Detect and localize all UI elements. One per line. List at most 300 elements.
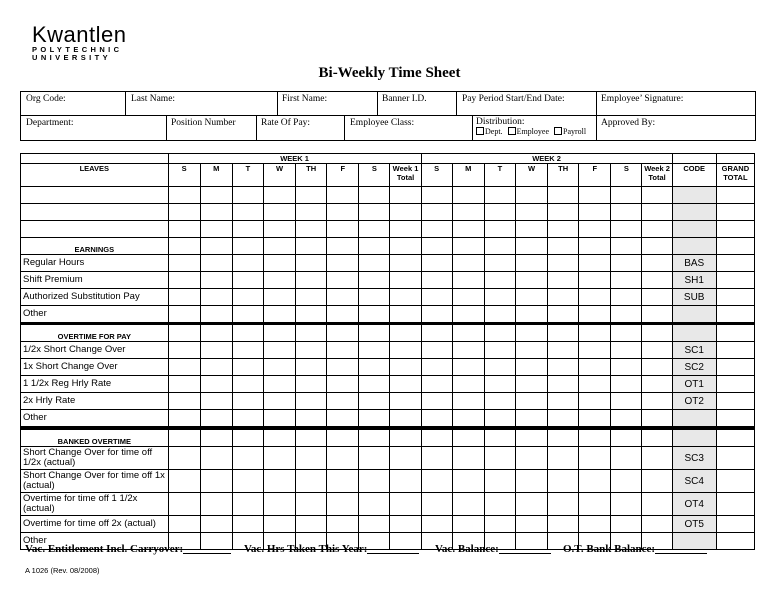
hour-cell[interactable] <box>296 289 327 306</box>
hour-cell[interactable] <box>484 447 515 470</box>
hour-cell[interactable] <box>548 255 579 272</box>
hour-cell[interactable] <box>611 516 642 533</box>
grand-total-cell[interactable] <box>716 376 754 393</box>
hour-cell[interactable] <box>642 376 672 393</box>
hour-cell[interactable] <box>296 306 327 324</box>
hour-cell[interactable] <box>359 342 390 359</box>
page-title: Bi-Weekly Time Sheet <box>318 65 461 81</box>
hour-cell[interactable] <box>548 289 579 306</box>
hour-cell[interactable] <box>390 393 421 410</box>
hour-cell[interactable] <box>484 306 515 324</box>
hour-cell[interactable] <box>548 410 579 429</box>
hour-cell[interactable] <box>232 342 263 359</box>
hour-cell[interactable] <box>611 393 642 410</box>
org-code-field[interactable]: Org Code: <box>26 94 66 104</box>
hour-cell[interactable] <box>452 342 484 359</box>
hour-cell[interactable] <box>200 493 232 516</box>
hour-cell[interactable] <box>484 187 515 204</box>
hour-cell[interactable] <box>200 221 232 238</box>
hour-cell[interactable] <box>327 393 359 410</box>
hour-cell[interactable] <box>359 376 390 393</box>
hour-cell[interactable] <box>390 410 421 429</box>
hour-cell[interactable] <box>359 359 390 376</box>
hour-cell[interactable] <box>452 359 484 376</box>
day-header-w2: S <box>421 164 452 187</box>
hour-cell[interactable] <box>296 187 327 204</box>
hour-cell[interactable] <box>327 306 359 324</box>
hour-cell[interactable] <box>390 204 421 221</box>
hour-cell[interactable] <box>232 255 263 272</box>
hour-cell[interactable] <box>263 470 295 493</box>
employee-signature-field[interactable]: Employee’ Signature: <box>601 94 684 104</box>
ot-balance-field[interactable] <box>563 543 707 555</box>
hour-cell[interactable] <box>642 410 672 429</box>
hour-cell[interactable] <box>611 359 642 376</box>
hour-cell[interactable] <box>484 470 515 493</box>
hour-cell[interactable] <box>452 221 484 238</box>
hour-cell[interactable] <box>579 255 611 272</box>
hour-cell[interactable] <box>296 516 327 533</box>
hour-cell[interactable] <box>390 255 421 272</box>
hour-cell[interactable] <box>327 272 359 289</box>
hour-cell[interactable] <box>359 289 390 306</box>
hour-cell[interactable] <box>611 187 642 204</box>
employee-class-field[interactable]: Employee Class: <box>350 118 415 128</box>
hour-cell[interactable] <box>484 289 515 306</box>
hour-cell[interactable] <box>642 342 672 359</box>
hour-cell[interactable] <box>611 289 642 306</box>
hour-cell[interactable] <box>515 187 547 204</box>
hour-cell[interactable] <box>515 342 547 359</box>
hour-cell[interactable] <box>327 221 359 238</box>
hour-cell[interactable] <box>168 516 200 533</box>
grand-total-cell[interactable] <box>716 533 754 550</box>
hour-cell[interactable] <box>168 410 200 429</box>
banked-label: Overtime for time off 1 1/2x (actual) <box>21 493 169 516</box>
hour-cell[interactable] <box>515 359 547 376</box>
hour-cell[interactable] <box>359 187 390 204</box>
hour-cell[interactable] <box>484 376 515 393</box>
hour-cell[interactable] <box>200 289 232 306</box>
hour-cell[interactable] <box>579 187 611 204</box>
hour-cell[interactable] <box>642 289 672 306</box>
hour-cell[interactable] <box>200 306 232 324</box>
hour-cell[interactable] <box>200 342 232 359</box>
hour-cell[interactable] <box>611 204 642 221</box>
hour-cell[interactable] <box>390 306 421 324</box>
grand-total-cell[interactable] <box>716 255 754 272</box>
last-name-field[interactable]: Last Name: <box>131 94 176 104</box>
hour-cell[interactable] <box>327 516 359 533</box>
hour-cell[interactable] <box>452 187 484 204</box>
grand-total-cell[interactable] <box>716 447 754 470</box>
first-name-field[interactable]: First Name: <box>282 94 328 104</box>
hour-cell[interactable] <box>232 393 263 410</box>
hour-cell[interactable] <box>232 516 263 533</box>
hour-cell[interactable] <box>168 393 200 410</box>
hour-cell[interactable] <box>515 393 547 410</box>
hour-cell[interactable] <box>390 221 421 238</box>
hour-cell[interactable] <box>390 342 421 359</box>
grand-total-cell[interactable] <box>716 306 754 324</box>
hour-cell[interactable] <box>548 516 579 533</box>
hour-cell[interactable] <box>200 255 232 272</box>
hour-cell[interactable] <box>232 447 263 470</box>
hour-cell[interactable] <box>484 342 515 359</box>
grand-total-cell[interactable] <box>716 470 754 493</box>
hour-cell[interactable] <box>548 204 579 221</box>
hour-cell[interactable] <box>327 187 359 204</box>
hour-cell[interactable] <box>327 493 359 516</box>
hour-cell[interactable] <box>200 393 232 410</box>
hour-cell[interactable] <box>168 272 200 289</box>
hour-cell[interactable] <box>515 516 547 533</box>
hour-cell[interactable] <box>421 493 452 516</box>
hour-cell[interactable] <box>515 376 547 393</box>
hour-cell[interactable] <box>579 306 611 324</box>
hour-cell[interactable] <box>611 221 642 238</box>
hour-cell[interactable] <box>484 516 515 533</box>
hour-cell[interactable] <box>579 516 611 533</box>
hour-cell[interactable] <box>263 187 295 204</box>
hour-cell[interactable] <box>642 272 672 289</box>
hour-cell[interactable] <box>200 376 232 393</box>
grand-total-cell[interactable] <box>716 204 754 221</box>
hour-cell[interactable] <box>327 359 359 376</box>
hour-cell[interactable] <box>263 359 295 376</box>
hour-cell[interactable] <box>232 493 263 516</box>
hour-cell[interactable] <box>327 255 359 272</box>
employee-checkbox[interactable] <box>508 127 516 135</box>
grand-total-cell[interactable] <box>716 221 754 238</box>
hour-cell[interactable] <box>611 306 642 324</box>
hour-cell[interactable] <box>515 470 547 493</box>
hour-cell[interactable] <box>611 493 642 516</box>
hour-cell[interactable] <box>642 470 672 493</box>
hour-cell <box>232 324 263 342</box>
banner-id-field[interactable]: Banner I.D. <box>382 94 427 104</box>
hour-cell[interactable] <box>579 376 611 393</box>
hour-cell[interactable] <box>296 255 327 272</box>
hour-cell[interactable] <box>642 447 672 470</box>
hour-cell[interactable] <box>421 204 452 221</box>
hour-cell[interactable] <box>200 447 232 470</box>
hour-cell[interactable] <box>642 493 672 516</box>
hour-cell[interactable] <box>327 376 359 393</box>
hour-cell[interactable] <box>263 272 295 289</box>
hour-cell[interactable] <box>421 272 452 289</box>
hour-cell[interactable] <box>642 393 672 410</box>
hour-cell[interactable] <box>296 470 327 493</box>
grand-total-cell[interactable] <box>716 359 754 376</box>
hour-cell[interactable] <box>642 359 672 376</box>
hour-cell[interactable] <box>168 204 200 221</box>
hour-cell[interactable] <box>296 359 327 376</box>
hour-cell[interactable] <box>390 447 421 470</box>
hour-cell[interactable] <box>232 376 263 393</box>
hour-cell[interactable] <box>296 447 327 470</box>
hour-cell[interactable] <box>390 493 421 516</box>
hour-cell[interactable] <box>611 255 642 272</box>
hour-cell[interactable] <box>515 289 547 306</box>
grand-total-cell[interactable] <box>716 342 754 359</box>
hour-cell[interactable] <box>200 410 232 429</box>
grand-total-cell[interactable] <box>716 493 754 516</box>
hour-cell[interactable] <box>452 447 484 470</box>
hour-cell[interactable] <box>200 204 232 221</box>
hour-cell[interactable] <box>327 289 359 306</box>
hour-cell[interactable] <box>579 410 611 429</box>
grand-total-cell <box>716 324 754 342</box>
hour-cell[interactable] <box>390 289 421 306</box>
hour-cell[interactable] <box>548 376 579 393</box>
hour-cell[interactable] <box>548 342 579 359</box>
hour-cell[interactable] <box>232 410 263 429</box>
hour-cell[interactable] <box>327 342 359 359</box>
hour-cell[interactable] <box>390 470 421 493</box>
hour-cell[interactable] <box>548 447 579 470</box>
hour-cell[interactable] <box>548 221 579 238</box>
hour-cell[interactable] <box>296 393 327 410</box>
hour-cell[interactable] <box>359 447 390 470</box>
hour-cell[interactable] <box>548 187 579 204</box>
hour-cell[interactable] <box>390 187 421 204</box>
hour-cell[interactable] <box>232 470 263 493</box>
hour-cell[interactable] <box>359 221 390 238</box>
hour-cell[interactable] <box>263 493 295 516</box>
hour-cell[interactable] <box>200 359 232 376</box>
week1-header: WEEK 1 <box>168 154 421 164</box>
hour-cell[interactable] <box>452 272 484 289</box>
hour-cell[interactable] <box>296 221 327 238</box>
hour-cell[interactable] <box>548 359 579 376</box>
hour-cell[interactable] <box>421 410 452 429</box>
hour-cell[interactable] <box>548 306 579 324</box>
hour-cell[interactable] <box>452 376 484 393</box>
hour-cell[interactable] <box>642 187 672 204</box>
hour-cell[interactable] <box>421 376 452 393</box>
hour-cell[interactable] <box>452 255 484 272</box>
hour-cell[interactable] <box>168 470 200 493</box>
hour-cell[interactable] <box>579 470 611 493</box>
hour-cell[interactable] <box>515 447 547 470</box>
hour-cell[interactable] <box>484 359 515 376</box>
hour-cell[interactable] <box>232 204 263 221</box>
hour-cell[interactable] <box>579 289 611 306</box>
hour-cell[interactable] <box>421 306 452 324</box>
hour-cell[interactable] <box>232 359 263 376</box>
day-header-w1: F <box>327 164 359 187</box>
hour-cell[interactable] <box>263 447 295 470</box>
hour-cell[interactable] <box>168 342 200 359</box>
grand-total-cell[interactable] <box>716 272 754 289</box>
hour-cell[interactable] <box>296 204 327 221</box>
grand-total-cell[interactable] <box>716 187 754 204</box>
hour-cell[interactable] <box>452 204 484 221</box>
hour-cell[interactable] <box>452 289 484 306</box>
position-number-field[interactable]: Position Number <box>171 118 236 128</box>
hour-cell[interactable] <box>421 187 452 204</box>
hour-cell[interactable] <box>515 272 547 289</box>
hour-cell[interactable] <box>327 204 359 221</box>
hour-cell[interactable] <box>263 342 295 359</box>
hour-cell[interactable] <box>327 410 359 429</box>
hour-cell[interactable] <box>359 272 390 289</box>
hour-cell[interactable] <box>359 516 390 533</box>
hour-cell[interactable] <box>611 342 642 359</box>
hour-cell[interactable] <box>359 493 390 516</box>
hour-cell[interactable] <box>484 255 515 272</box>
hour-cell[interactable] <box>232 289 263 306</box>
hour-cell[interactable] <box>642 204 672 221</box>
hour-cell[interactable] <box>642 306 672 324</box>
hour-cell[interactable] <box>263 204 295 221</box>
hour-cell[interactable] <box>421 393 452 410</box>
hour-cell[interactable] <box>611 447 642 470</box>
hour-cell[interactable] <box>515 221 547 238</box>
hour-cell[interactable] <box>168 376 200 393</box>
hour-cell[interactable] <box>548 470 579 493</box>
hour-cell[interactable] <box>168 493 200 516</box>
hour-cell[interactable] <box>579 447 611 470</box>
hour-cell[interactable] <box>515 255 547 272</box>
hour-cell[interactable] <box>421 447 452 470</box>
hour-cell[interactable] <box>232 221 263 238</box>
hour-cell[interactable] <box>263 376 295 393</box>
hour-cell[interactable] <box>421 221 452 238</box>
leaves-header: LEAVES <box>21 164 169 187</box>
hour-cell[interactable] <box>359 255 390 272</box>
grand-total-cell[interactable] <box>716 289 754 306</box>
hour-cell[interactable] <box>232 187 263 204</box>
hour-cell[interactable] <box>484 272 515 289</box>
hour-cell[interactable] <box>579 393 611 410</box>
hour-cell[interactable] <box>263 410 295 429</box>
hour-cell[interactable] <box>452 410 484 429</box>
hour-cell[interactable] <box>484 410 515 429</box>
hour-cell[interactable] <box>515 410 547 429</box>
hour-cell[interactable] <box>642 255 672 272</box>
hour-cell[interactable] <box>263 306 295 324</box>
hour-cell[interactable] <box>327 470 359 493</box>
hour-cell[interactable] <box>390 516 421 533</box>
hour-cell[interactable] <box>296 272 327 289</box>
hour-cell[interactable] <box>200 272 232 289</box>
hour-cell[interactable] <box>611 272 642 289</box>
hour-cell[interactable] <box>421 470 452 493</box>
hour-cell[interactable] <box>359 410 390 429</box>
hour-cell[interactable] <box>296 376 327 393</box>
hour-cell[interactable] <box>452 470 484 493</box>
hour-cell[interactable] <box>421 289 452 306</box>
hour-cell[interactable] <box>390 272 421 289</box>
hour-cell[interactable] <box>421 255 452 272</box>
hour-cell[interactable] <box>168 255 200 272</box>
approved-by-field[interactable]: Approved By: <box>601 118 656 128</box>
hour-cell[interactable] <box>579 221 611 238</box>
hour-cell[interactable] <box>452 393 484 410</box>
hour-cell[interactable] <box>611 410 642 429</box>
rate-of-pay-field[interactable]: Rate Of Pay: <box>261 118 311 128</box>
hour-cell[interactable] <box>579 359 611 376</box>
hour-cell[interactable] <box>168 447 200 470</box>
leave-row <box>21 204 755 221</box>
department-field[interactable]: Department: <box>26 118 74 128</box>
hour-cell[interactable] <box>642 516 672 533</box>
hour-cell[interactable] <box>515 204 547 221</box>
dept-checkbox[interactable] <box>476 127 484 135</box>
hour-cell[interactable] <box>296 410 327 429</box>
hour-cell[interactable] <box>484 393 515 410</box>
hour-cell[interactable] <box>263 221 295 238</box>
grand-total-cell[interactable] <box>716 393 754 410</box>
hour-cell[interactable] <box>263 255 295 272</box>
hour-cell[interactable] <box>579 493 611 516</box>
hour-cell[interactable] <box>232 306 263 324</box>
hour-cell[interactable] <box>359 393 390 410</box>
hour-cell[interactable] <box>200 187 232 204</box>
hour-cell[interactable] <box>200 516 232 533</box>
hour-cell[interactable] <box>200 470 232 493</box>
hour-cell[interactable] <box>484 493 515 516</box>
hour-cell[interactable] <box>579 204 611 221</box>
pay-period-field[interactable]: Pay Period Start/End Date: <box>462 94 565 104</box>
hour-cell[interactable] <box>452 516 484 533</box>
hour-cell[interactable] <box>611 470 642 493</box>
hour-cell[interactable] <box>168 306 200 324</box>
payroll-checkbox[interactable] <box>554 127 562 135</box>
hour-cell[interactable] <box>359 204 390 221</box>
hour-cell[interactable] <box>484 221 515 238</box>
hour-cell[interactable] <box>359 470 390 493</box>
hour-cell[interactable] <box>263 516 295 533</box>
hour-cell[interactable] <box>484 204 515 221</box>
hour-cell[interactable] <box>515 306 547 324</box>
hour-cell[interactable] <box>611 376 642 393</box>
vac-taken-field[interactable] <box>244 543 419 555</box>
vac-balance-field[interactable] <box>435 543 551 555</box>
hour-cell[interactable] <box>579 342 611 359</box>
hour-cell[interactable] <box>548 393 579 410</box>
hour-cell[interactable] <box>168 221 200 238</box>
hour-cell[interactable] <box>232 272 263 289</box>
hour-cell[interactable] <box>579 272 611 289</box>
grand-total-cell[interactable] <box>716 410 754 429</box>
hour-cell[interactable] <box>327 447 359 470</box>
hour-cell[interactable] <box>642 221 672 238</box>
hour-cell[interactable] <box>452 493 484 516</box>
hour-cell[interactable] <box>421 359 452 376</box>
hour-cell[interactable] <box>421 516 452 533</box>
hour-cell[interactable] <box>452 306 484 324</box>
hour-cell[interactable] <box>390 376 421 393</box>
hour-cell[interactable] <box>168 359 200 376</box>
vac-entitlement-field[interactable] <box>25 543 231 555</box>
hour-cell[interactable] <box>421 342 452 359</box>
hour-cell[interactable] <box>359 306 390 324</box>
grand-total-cell[interactable] <box>716 516 754 533</box>
hour-cell[interactable] <box>263 289 295 306</box>
hour-cell[interactable] <box>168 187 200 204</box>
hour-cell[interactable] <box>296 342 327 359</box>
hour-cell[interactable] <box>390 359 421 376</box>
hour-cell[interactable] <box>548 493 579 516</box>
hour-cell[interactable] <box>168 289 200 306</box>
hour-cell[interactable] <box>263 393 295 410</box>
hour-cell[interactable] <box>548 272 579 289</box>
hour-cell[interactable] <box>296 493 327 516</box>
hour-cell[interactable] <box>515 493 547 516</box>
